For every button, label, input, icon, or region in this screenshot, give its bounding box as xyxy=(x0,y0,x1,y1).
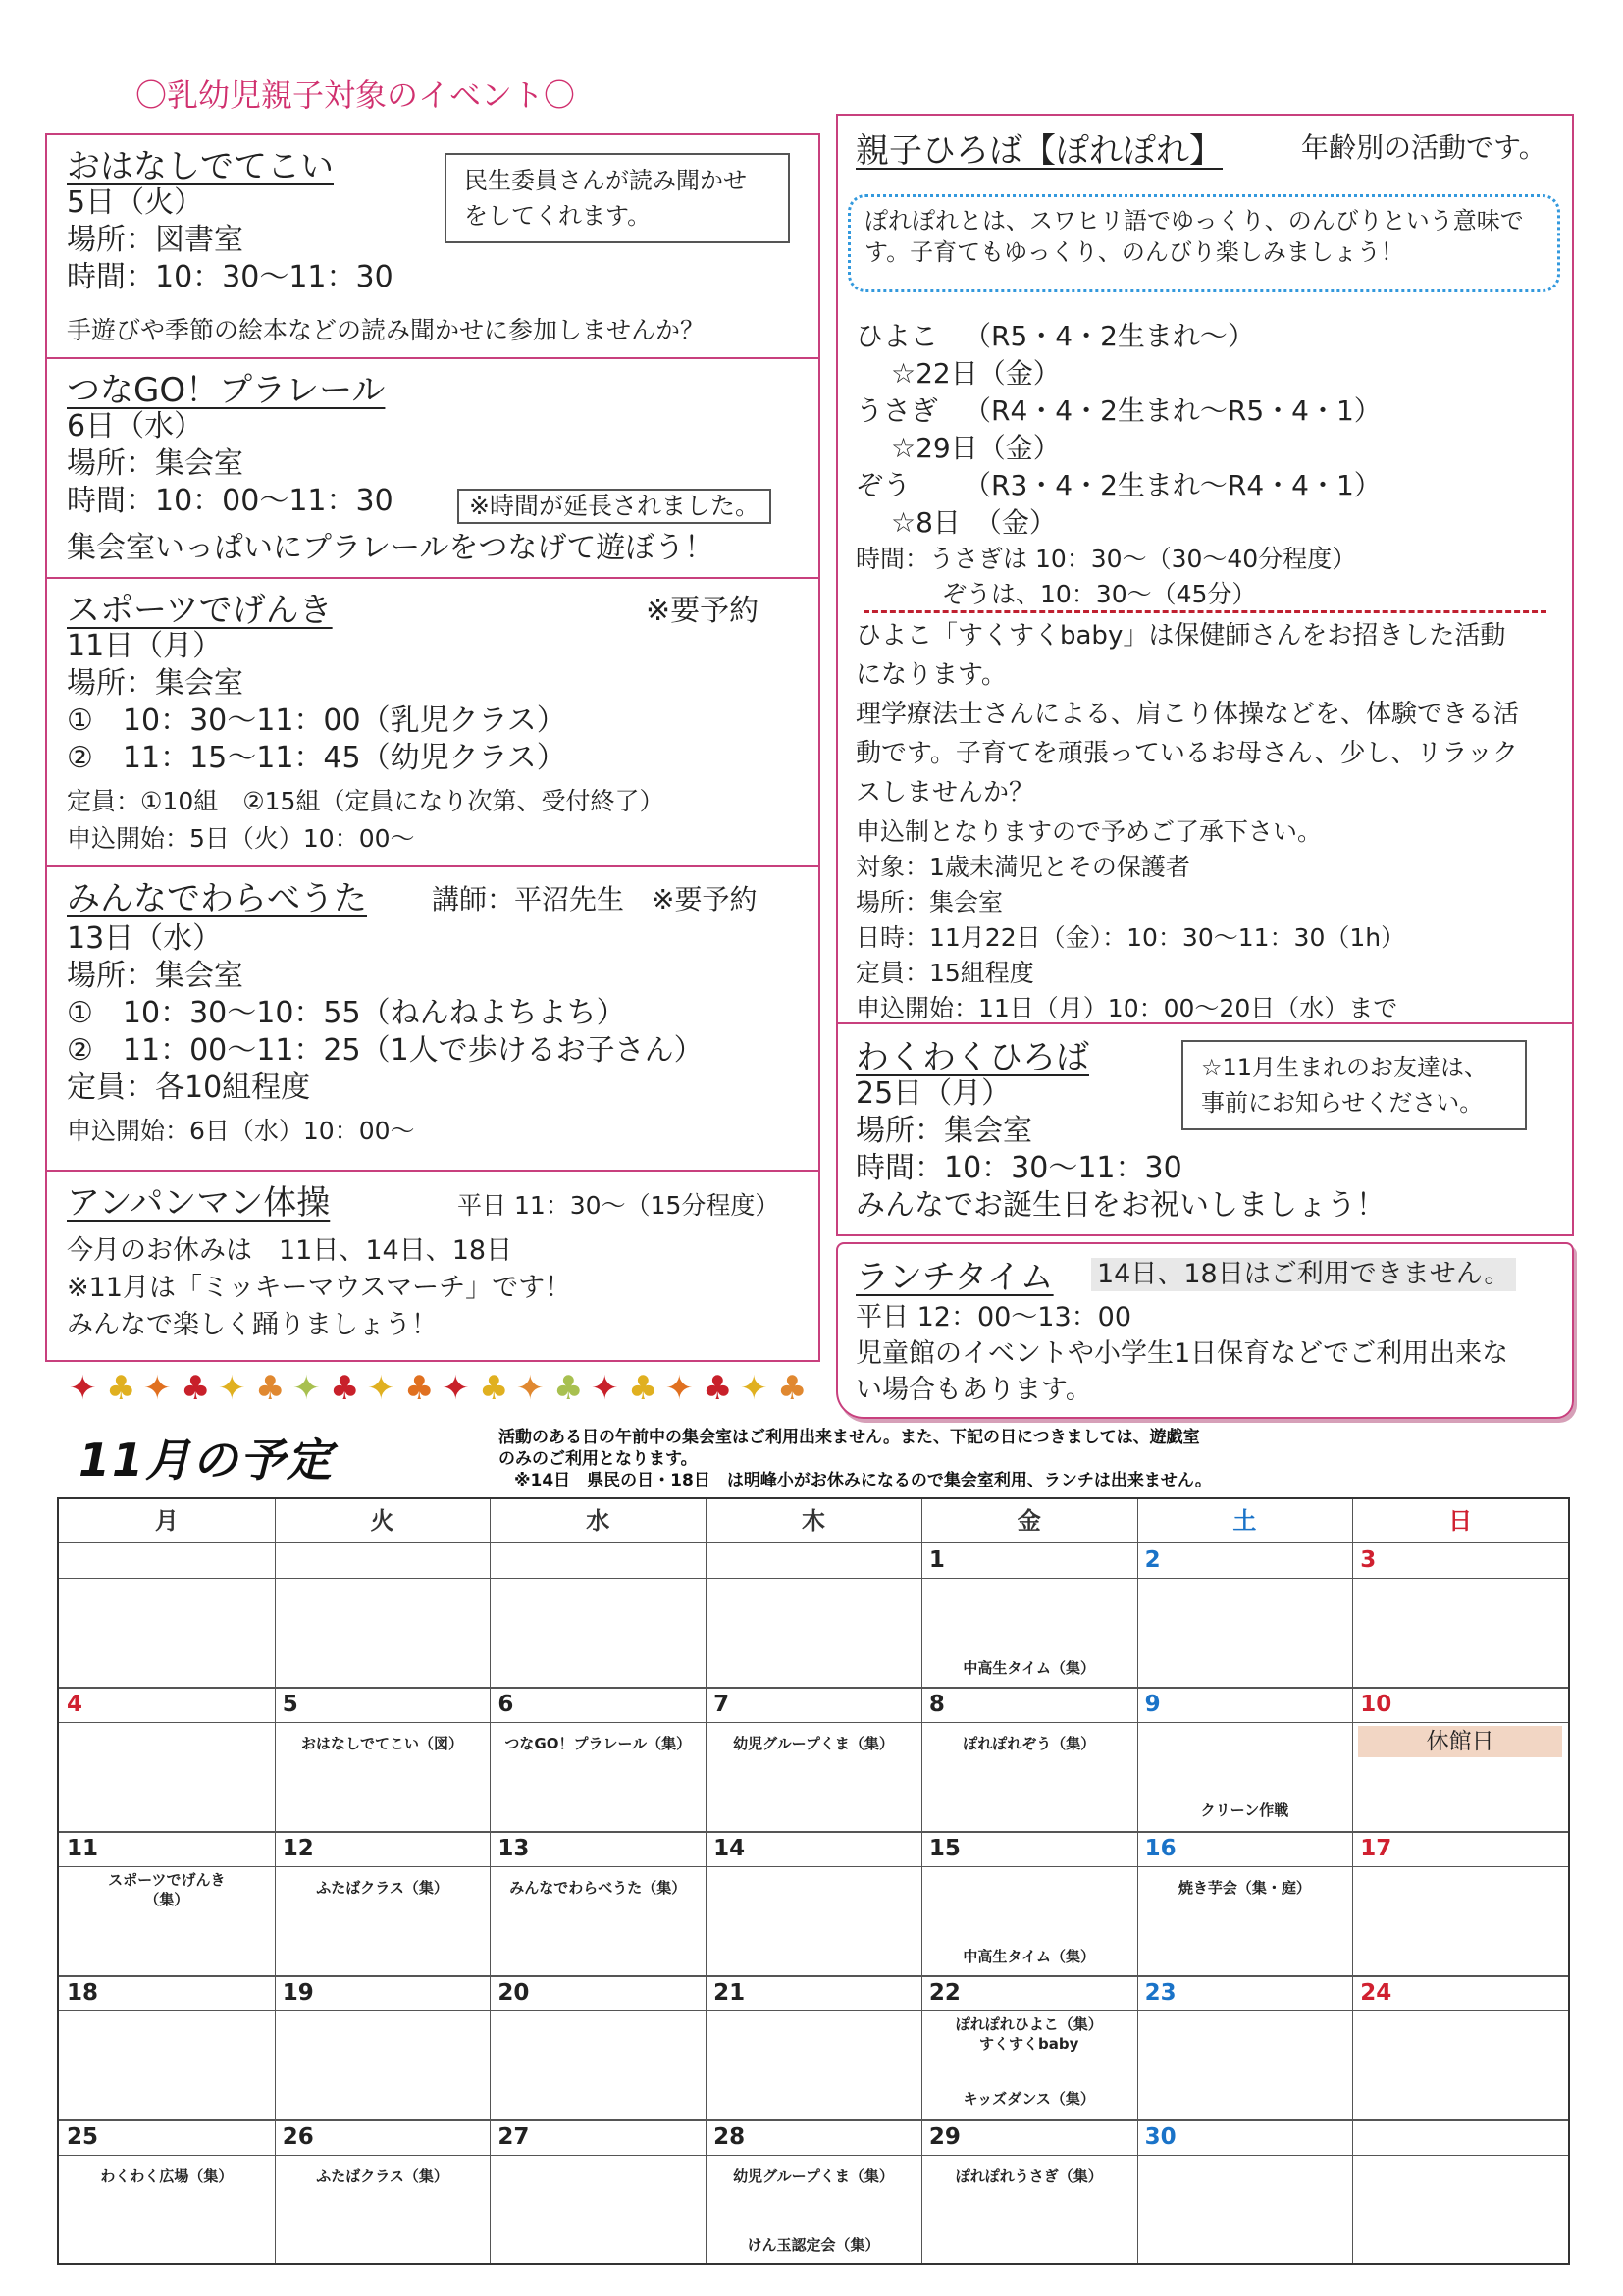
day-number: 19 xyxy=(282,1980,314,2006)
day-number: 21 xyxy=(713,1980,746,2006)
baby-details: 申込制となりますので予めご了承下さい。 対象：1歳未満児とその保護者 場所：集会室 日時：11月22日（金）：10：30〜11：30（1h） 定員：15組程度 申込開始：11日（月）10：00〜20日（水）まで xyxy=(856,817,1406,1022)
event-details: 13日（水） 場所：集会室 ① 10：30〜10：55（ねんねよちよち） ② 11：00〜11：25（1人で歩けるお子さん） 定員：各10組程度 xyxy=(67,921,704,1105)
weekday-header: 月 xyxy=(154,1507,179,1535)
ginkgo-leaf-icon: ♣ xyxy=(404,1369,435,1408)
day-number: 2 xyxy=(1144,1547,1161,1573)
calendar-event: キッズダンス（集） xyxy=(963,2090,1095,2108)
event-description: 集会室いっぱいにプラレールをつなげて遊ぼう！ xyxy=(67,531,714,565)
ginkgo-leaf-icon: ♣ xyxy=(106,1369,136,1408)
event-title: アンパンマン体操 xyxy=(67,1183,331,1223)
closed-day-badge: 休館日 xyxy=(1358,1726,1562,1757)
event-extra: 申込開始：6日（水）10：00〜 xyxy=(67,1117,415,1145)
day-number: 6 xyxy=(497,1692,514,1717)
grid-line xyxy=(59,2010,1568,2011)
day-number: 7 xyxy=(713,1692,730,1717)
event-details: 5日（火） 場所：図書室 時間：10：30〜11：30 xyxy=(67,185,393,294)
calendar-event: けん玉認定会（集） xyxy=(747,2236,880,2254)
day-number: 27 xyxy=(497,2124,530,2150)
time-lines: 時間：うさぎは 10：30〜（30〜40分程度） ぞうは、10：30〜（45分） xyxy=(856,545,1357,608)
event-details: 平日 12：00〜13：00 児童館のイベントや小学生1日保育などでご利用出来な い場合もあります。 xyxy=(856,1302,1509,1405)
day-number: 15 xyxy=(928,1836,961,1861)
day-number: 9 xyxy=(1144,1692,1161,1717)
event-note: 民生委員さんが読み聞かせ をしてくれます。 xyxy=(445,153,790,243)
calendar-event: ぽれぽれぞう（集） xyxy=(963,1735,1096,1752)
event-title: みんなでわらべうた xyxy=(67,879,367,918)
event-description: 手遊びや季節の絵本などの読み聞かせに参加しませんか？ xyxy=(67,316,706,344)
day-number: 14 xyxy=(713,1836,746,1861)
day-number: 13 xyxy=(497,1836,530,1861)
calendar-event: クリーン作戦 xyxy=(1200,1801,1289,1819)
event-lunch xyxy=(836,1242,1574,1419)
calendar-event: 幼児グループくま（集） xyxy=(733,1735,894,1752)
maple-leaf-icon: ✦ xyxy=(665,1369,694,1408)
day-number: 20 xyxy=(497,1980,530,2006)
baby-description: ひよこ「すくすくbaby」は保健師さんをお招きした活動 になります。 理学療法士さんによる、肩こり体操などを、体験できる活 動です。子育てを頑張っているお母さん、少し、リラック スしませんか？ xyxy=(856,621,1520,808)
grid-line xyxy=(706,1499,707,2263)
grid-line xyxy=(59,1542,1568,1543)
day-number: 22 xyxy=(928,1980,961,2006)
weekday-header: 火 xyxy=(370,1507,394,1535)
calendar-event: つなGO！プラレール（集） xyxy=(504,1735,692,1752)
maple-leaf-icon: ✦ xyxy=(740,1369,768,1408)
grid-line xyxy=(59,1866,1568,1867)
event-title: おはなしでてこい xyxy=(67,147,334,186)
event-warabe xyxy=(45,865,820,1172)
calendar-event: ぽれぽれひよこ（集） すくすくbaby xyxy=(955,2015,1103,2053)
grid-line xyxy=(59,1831,1568,1833)
intro-box: ぽれぽれとは、スワヒリ語でゆっくり、のんびりという意味で す。子育てもゆっくり、のんびり楽しみましょう！ xyxy=(848,194,1560,292)
event-tsunago xyxy=(45,357,820,579)
event-poreopore xyxy=(836,114,1574,1024)
maple-leaf-icon: ✦ xyxy=(591,1369,619,1408)
maple-leaf-icon: ✦ xyxy=(292,1369,321,1408)
event-details: 今月のお休みは 11日、14日、18日 ※11月は「ミッキーマウスマーチ」です！ みんなで楽しく踊りましょう！ xyxy=(67,1235,572,1340)
grid-line xyxy=(59,1722,1568,1723)
day-number: 16 xyxy=(1144,1836,1177,1861)
day-number: 10 xyxy=(1360,1692,1392,1717)
calendar-event: みんなでわらべうた（集） xyxy=(509,1879,687,1897)
day-number: 4 xyxy=(67,1692,83,1717)
weekday-header: 日 xyxy=(1448,1507,1473,1535)
weekday-header: 土 xyxy=(1232,1507,1257,1535)
dashed-divider xyxy=(864,610,1546,613)
event-wakuwaku xyxy=(836,1022,1574,1236)
event-tag: 年齢別の活動です。 xyxy=(1301,131,1546,164)
event-extra: 定員：①10組 ②15組（定員になり次第、受付終了） 申込開始：5日（火）10：00〜 xyxy=(67,787,664,853)
event-details: 6日（水） 場所：集会室 時間：10：00〜11：30 xyxy=(67,409,393,518)
ginkgo-leaf-icon: ♣ xyxy=(553,1369,584,1408)
ginkgo-leaf-icon: ♣ xyxy=(330,1369,360,1408)
calendar-event: ぽれぽれうさぎ（集） xyxy=(955,2167,1103,2185)
page-title: 〇乳幼児親子対象のイベント〇 xyxy=(135,77,576,114)
calendar-event: わくわく広場（集） xyxy=(100,2167,234,2185)
day-number: 8 xyxy=(928,1692,945,1717)
event-details: 11日（月） 場所：集会室 ① 10：30〜11：00（乳児クラス） ② 11：15〜11：45（幼児クラス） xyxy=(67,629,566,775)
event-note: ※時間が延長されました。 xyxy=(457,489,771,524)
grid-line xyxy=(921,1499,922,2263)
calendar-event: 中高生タイム（集） xyxy=(963,1659,1096,1677)
calendar-event: 中高生タイム（集） xyxy=(963,1948,1096,1965)
day-number: 11 xyxy=(67,1836,99,1861)
maple-leaf-icon: ✦ xyxy=(218,1369,246,1408)
event-title: つなGO！プラレール xyxy=(67,371,386,410)
day-number: 17 xyxy=(1360,1836,1392,1861)
day-number: 26 xyxy=(282,2124,314,2150)
event-sports xyxy=(45,577,820,867)
ginkgo-leaf-icon: ♣ xyxy=(181,1369,211,1408)
event-tag: ※要予約 xyxy=(646,594,759,628)
ginkgo-leaf-icon: ♣ xyxy=(479,1369,509,1408)
day-number: 23 xyxy=(1144,1980,1177,2006)
calendar-event: ふたばクラス（集） xyxy=(316,1879,448,1897)
ginkgo-leaf-icon: ♣ xyxy=(628,1369,658,1408)
maple-leaf-icon: ✦ xyxy=(367,1369,395,1408)
day-number: 29 xyxy=(928,2124,961,2150)
schedule-title: 11月の予定 xyxy=(79,1434,335,1487)
event-tag: 講師：平沼先生 ※要予約 xyxy=(432,883,758,915)
maple-leaf-icon: ✦ xyxy=(69,1369,97,1408)
event-title: ランチタイム xyxy=(856,1258,1054,1297)
event-tag: 平日 11：30〜（15分程度） xyxy=(457,1191,780,1220)
autumn-leaves-band xyxy=(69,1369,834,1411)
day-number: 24 xyxy=(1360,1980,1392,2006)
day-number: 30 xyxy=(1144,2124,1177,2150)
event-anpanman xyxy=(45,1170,820,1362)
weekday-header: 木 xyxy=(801,1507,825,1535)
grid-line xyxy=(59,1687,1568,1689)
ginkgo-leaf-icon: ♣ xyxy=(255,1369,286,1408)
event-title: スポーツでげんき xyxy=(67,591,333,630)
maple-leaf-icon: ✦ xyxy=(516,1369,545,1408)
calendar-event: 焼き芋会（集・庭） xyxy=(1178,1879,1311,1897)
day-number: 18 xyxy=(67,1980,99,2006)
event-note: ☆11月生まれのお友達は、 事前にお知らせください。 xyxy=(1181,1040,1527,1130)
day-number: 1 xyxy=(928,1547,945,1573)
calendar-grid xyxy=(57,1497,1570,2265)
grid-line xyxy=(59,1975,1568,1977)
grid-line xyxy=(59,1578,1568,1579)
grid-line xyxy=(59,2155,1568,2156)
day-number: 3 xyxy=(1360,1547,1377,1573)
day-number: 5 xyxy=(282,1692,298,1717)
calendar-event: ふたばクラス（集） xyxy=(316,2167,448,2185)
maple-leaf-icon: ✦ xyxy=(442,1369,470,1408)
weekday-header: 金 xyxy=(1017,1507,1041,1535)
day-number: 12 xyxy=(282,1836,314,1861)
event-title: わくわくひろば xyxy=(856,1038,1089,1077)
event-tag: 14日、18日はご利用できません。 xyxy=(1091,1258,1516,1291)
weekday-header: 水 xyxy=(586,1507,610,1535)
day-number: 28 xyxy=(713,2124,746,2150)
maple-leaf-icon: ✦ xyxy=(143,1369,172,1408)
schedule-notes: 活動のある日の午前中の集会室はご利用出来ません。また、下記の日につきましては、遊戯室 のみのご利用となります。 ※14日 県民の日・18日 は明峰小がお休みになるので集会室利用、ランチは出来ません。 xyxy=(498,1428,1212,1490)
event-title: 親子ひろば【ぽれぽれ】 xyxy=(856,131,1223,171)
ginkgo-leaf-icon: ♣ xyxy=(777,1369,808,1408)
group-list: ひよこ （R5・4・2生まれ〜） ☆22日（金） うさぎ （R4・4・2生まれ〜R5・4・1） ☆29日（金） ぞう （R3・4・2生まれ〜R4・4・1） ☆8日 （金） xyxy=(856,320,1382,539)
grid-line xyxy=(1352,1499,1353,2263)
event-details: 25日（月） 場所：集会室 時間：10：30〜11：30 みんなでお誕生日をお祝いしましょう！ xyxy=(856,1076,1386,1223)
day-number: 25 xyxy=(67,2124,99,2150)
event-ohanashi xyxy=(45,133,820,359)
calendar-event: おはなしでてこい（図） xyxy=(301,1735,464,1752)
calendar-event: 幼児グループくま（集） xyxy=(733,2167,894,2185)
ginkgo-leaf-icon: ♣ xyxy=(703,1369,733,1408)
grid-line xyxy=(59,2119,1568,2121)
calendar-event: スポーツでげんき （集） xyxy=(108,1871,226,1908)
